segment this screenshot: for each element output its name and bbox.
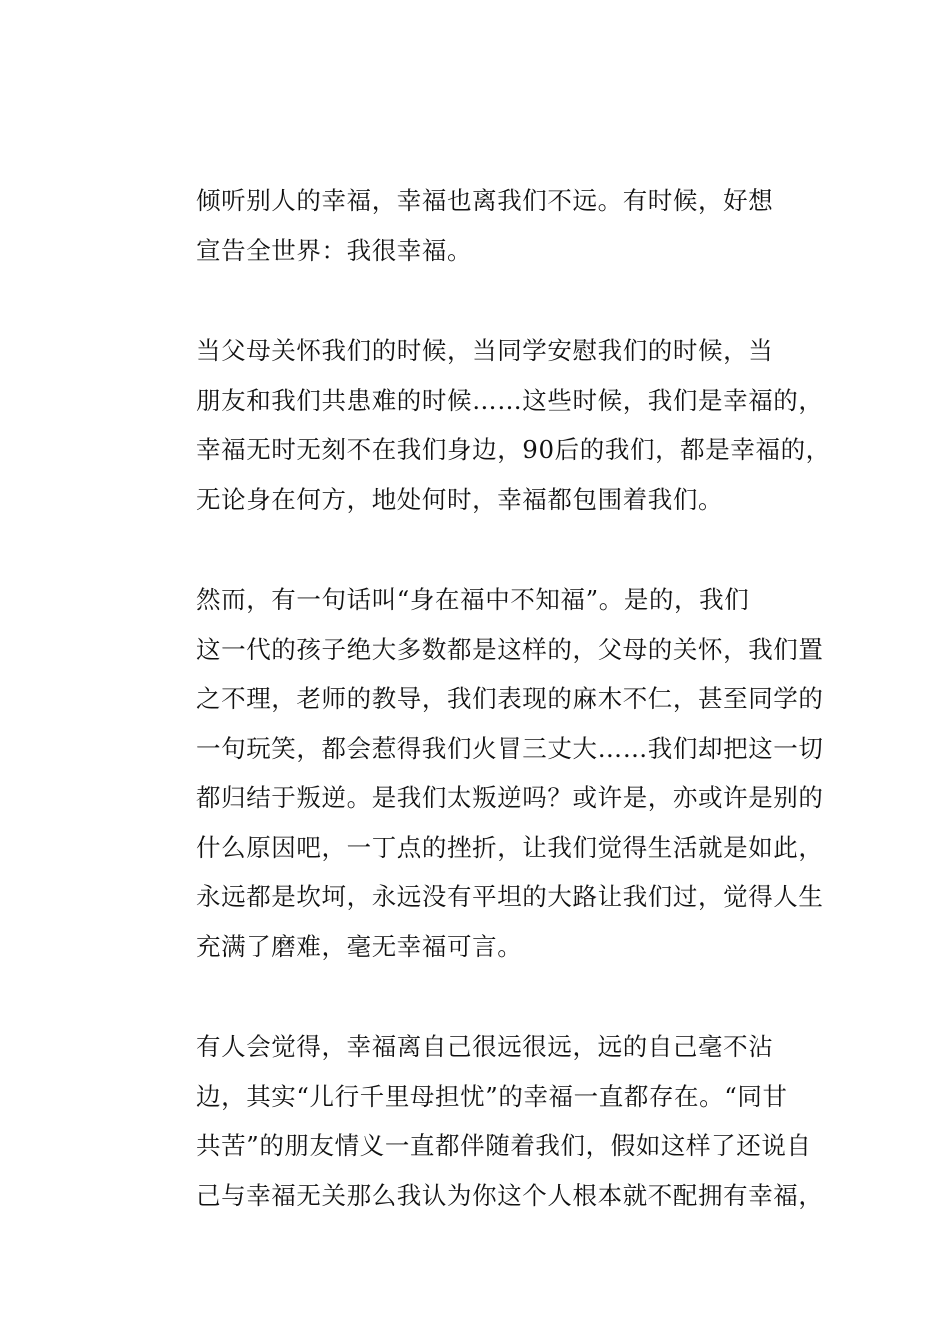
text-line: 朋友和我们共患难的时候……这些时候，我们是幸福的， [196,385,824,415]
text-line: 当父母关怀我们的时候，当同学安慰我们的时候，当 [196,336,774,365]
text-line: 都归结于叛逆。是我们太叛逆吗？或许是，亦或许是别的 [196,783,824,812]
paragraph-3 [145,575,824,971]
text-line: 宣告全世界：我很幸福。 [196,235,473,265]
text-line: 这一代的孩子绝大多数都是这样的，父母的关怀，我们置 [196,634,824,664]
text-line: 一句玩笑，都会惹得我们火冒三丈大……我们却把这一切 [196,733,824,763]
text-line: 有人会觉得，幸福离自己很远很远，远的自己毫不沾 [196,1032,774,1061]
paragraph-2 [145,326,831,524]
text-line: 永远都是坎坷，永远没有平坦的大路让我们过，觉得人生 [196,882,824,911]
paragraph-4 [145,1022,824,1220]
document-body [145,176,831,1220]
text-line: 己与幸福无关那么我认为你这个人根本就不配拥有幸福， [196,1180,824,1210]
text-line: 倾听别人的幸福，幸福也离我们不远。有时候，好想 [196,186,774,215]
text-line: 无论身在何方，地处何时，幸福都包围着我们。 [196,484,724,514]
text-line: 共苦”的朋友情义一直都伴随着我们，假如这样了还说自 [196,1131,812,1160]
text-line: 然而，有一句话叫“身在福中不知福”。是的，我们 [196,585,750,614]
text-line: 什么原因吧，一丁点的挫折，让我们觉得生活就是如此， [196,832,824,862]
paragraph-1 [145,176,810,275]
text-line: 之不理，老师的教导，我们表现的麻木不仁，甚至同学的 [196,684,824,713]
text-line: 充满了磨难，毫无幸福可言。 [196,931,523,961]
text-line: 幸福无时无刻不在我们身边，90后的我们，都是幸福的， [196,435,831,464]
text-line: 边，其实“儿行千里母担忧”的幸福一直都存在。“同甘 [196,1081,788,1111]
